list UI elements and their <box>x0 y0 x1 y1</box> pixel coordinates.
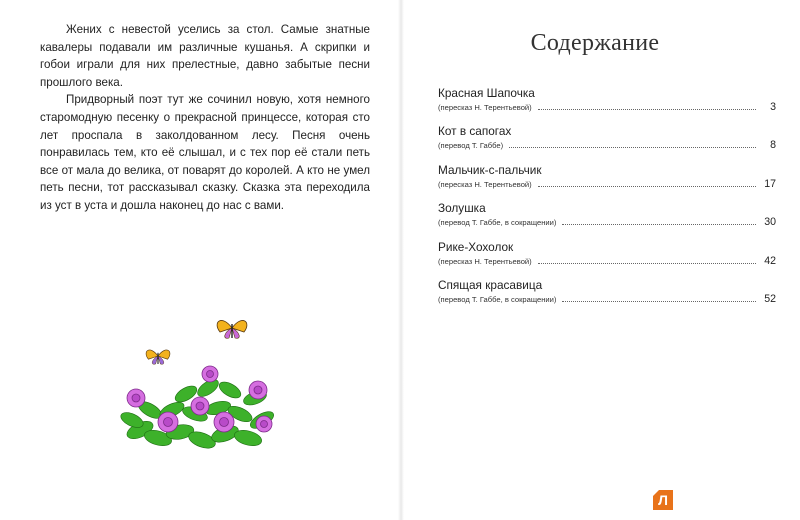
story-paragraph-1: Жених с невестой уселись за стол. Самые знатные кавалеры подавали им различные кушанья. А скрипки и гобои играли для них прелестные, давно забытые песни прошлого века. <box>40 23 370 89</box>
toc-entry-note: (перевод Т. Габбе) <box>438 141 504 151</box>
dot-leader <box>538 101 756 110</box>
toc-entry-note: (пересказ Н. Терентьевой) <box>438 179 532 189</box>
toc-entry-title: Мальчик-с-пальчик <box>438 162 542 177</box>
toc-entry-note: (пересказ Н. Терентьевой) <box>438 103 532 112</box>
dot-leader <box>562 216 756 225</box>
toc-page-number: 17 <box>764 177 776 190</box>
toc-entry[interactable] <box>438 240 776 278</box>
toc-entry-title: Рике-Хохолок <box>438 239 514 254</box>
toc-entry-title: Спящая красавица <box>438 277 543 292</box>
toc-entry[interactable] <box>438 124 776 162</box>
toc-entry[interactable] <box>438 86 776 124</box>
table-of-contents <box>438 86 776 316</box>
toc-page-number: 42 <box>764 254 776 267</box>
toc-entry[interactable] <box>438 278 776 316</box>
toc-page-number: 30 <box>764 216 776 229</box>
toc-entry-note: (пересказ Н. Терентьевой) <box>438 256 532 266</box>
toc-entry-title: Золушка <box>438 201 486 216</box>
publisher-logo-icon <box>650 488 676 512</box>
toc-entry[interactable] <box>438 201 776 239</box>
logo-letter: Л <box>658 492 668 508</box>
butterfly-icon <box>146 350 170 364</box>
story-paragraph-2: Придворный поэт тут же сочинил новую, хотя немного старомодную песенку о прекрасной принцессе, которая сто лет проспала в заколдованном лесу. Песня очень понравилась тем, кто её слышал, и с тех пор её стали петь все от мала до велика, от поварят до королей. А кто не умел петь песни, тот рассказывал сказку. Сказка эта переходила из уст в уста и дошла наконец до нас с вами. <box>40 93 370 212</box>
toc-entry-title: Кот в сапогах <box>438 124 512 139</box>
toc-entry-title: Красная Шапочка <box>438 86 535 100</box>
roses-illustration <box>110 310 290 460</box>
toc-page-number: 8 <box>770 139 776 152</box>
butterfly-icon <box>217 320 247 338</box>
toc-page-number: 52 <box>764 292 776 305</box>
dot-leader <box>509 139 756 148</box>
page-gutter <box>398 0 404 520</box>
contents-title: Содержание <box>530 30 660 56</box>
story-text <box>40 21 370 215</box>
toc-page-number: 3 <box>770 101 776 113</box>
toc-entry-note: (перевод Т. Габбе, в сокращении) <box>438 218 557 228</box>
toc-entry[interactable] <box>438 163 776 201</box>
toc-entry-note: (перевод Т. Габбе, в сокращении) <box>438 294 557 304</box>
dot-leader <box>538 255 756 264</box>
dot-leader <box>538 178 756 187</box>
dot-leader <box>562 293 756 302</box>
